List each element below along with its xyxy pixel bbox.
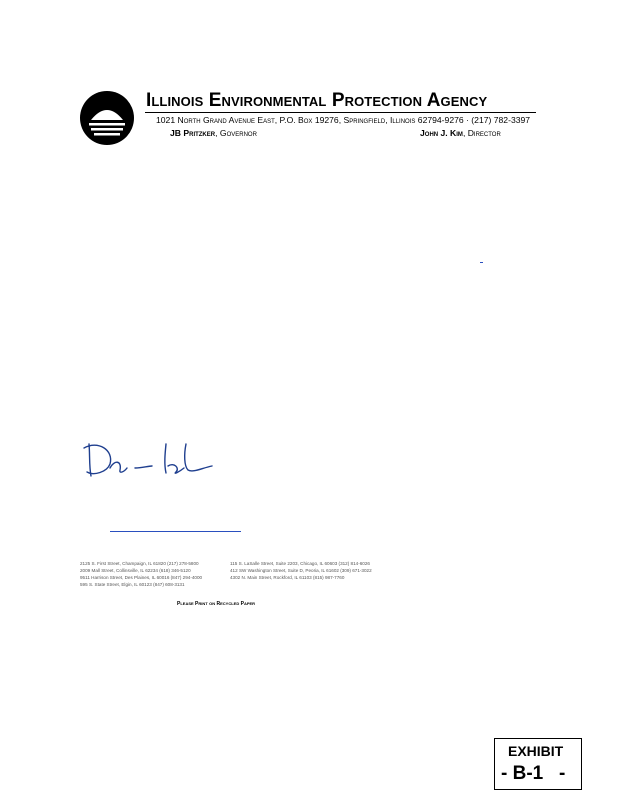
office-addresses-left xyxy=(80,560,202,588)
exhibit-label: EXHIBIT xyxy=(508,743,564,759)
director-name: John J. Kim xyxy=(420,128,463,138)
director-title: , Director xyxy=(462,128,501,138)
office-address: 2125 S. First Street, Champaign, IL 61820 (217) 278-5800 xyxy=(80,561,199,566)
governor-title: , Governor xyxy=(215,128,257,138)
exhibit-stamp xyxy=(494,738,582,790)
email-link-underline[interactable] xyxy=(110,531,241,532)
agency-address: 1021 North Grand Avenue East, P.O. Box 19276, Springfield, Illinois 62794-9276 · (217) 782-3397 xyxy=(156,115,531,125)
agency-logo xyxy=(79,90,135,146)
office-address: 595 S. State Street, Elgin, IL 60123 (847) 608-3131 xyxy=(80,582,185,587)
office-address: 2009 Mall Street, Collinsville, IL 62234 (618) 346-5120 xyxy=(80,568,191,573)
governor-name: JB Pritzker xyxy=(170,128,216,138)
office-address: 115 S. LaSalle Street, Suite 2203, Chicago, IL 60603 (312) 814-6026 xyxy=(230,561,370,566)
office-address: 4302 N. Main Street, Rockford, IL 61103 (815) 987-7760 xyxy=(230,575,345,580)
agency-title: Illinois Environmental Protection Agency xyxy=(146,90,488,111)
recycled-paper-note: Please Print on Recycled Paper xyxy=(177,601,256,607)
director-line xyxy=(420,128,501,138)
signature-image xyxy=(80,438,215,480)
title-rule xyxy=(145,112,536,113)
office-address: 9511 Harrison Street, Des Plaines, IL 60016 (847) 294-4000 xyxy=(80,575,203,580)
exhibit-number: - B-1 - xyxy=(501,763,566,784)
governor-line xyxy=(170,128,257,138)
link-mark[interactable] xyxy=(480,262,483,263)
office-address: 412 SW Washington Street, Suite D, Peoria, IL 61602 (309) 671-3022 xyxy=(230,568,372,573)
office-addresses-right xyxy=(230,560,372,581)
